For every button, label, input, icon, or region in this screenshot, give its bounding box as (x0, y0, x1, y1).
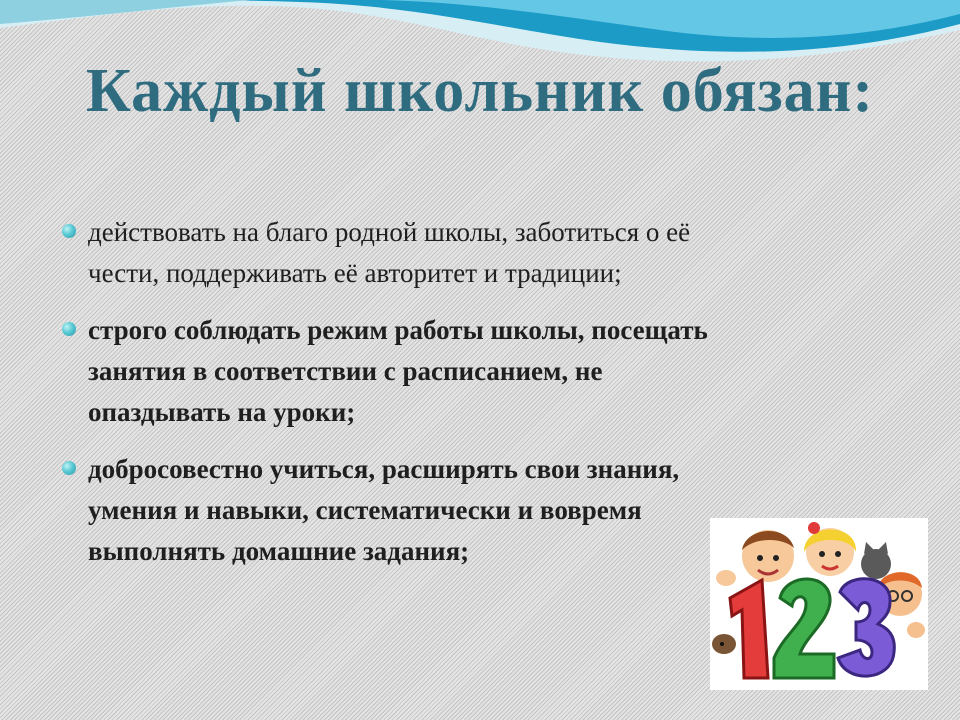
duties-list (60, 212, 710, 588)
list-item-text: строго соблюдать режим работы школы, посещать занятия в соответствии с расписанием, не опаздывать на уроки; (88, 315, 708, 427)
slide-title: Каждый школьник обязан: (85, 57, 875, 125)
list-item-text: добросовестно учиться, расширять свои знания, умения и навыки, систематически и вовремя выполнять домашние задания; (88, 454, 680, 566)
bullet-icon (62, 461, 76, 475)
children-with-numbers-123-icon (710, 518, 928, 690)
children-with-numbers-illustration (710, 518, 928, 690)
bullet-icon (62, 224, 76, 238)
bullet-icon (62, 322, 76, 336)
list-item (60, 310, 710, 433)
list-item (60, 212, 710, 294)
list-item-text: действовать на благо родной школы, заботиться о её чести, поддерживать её авторитет и традиции; (88, 217, 691, 288)
list-item (60, 449, 710, 572)
